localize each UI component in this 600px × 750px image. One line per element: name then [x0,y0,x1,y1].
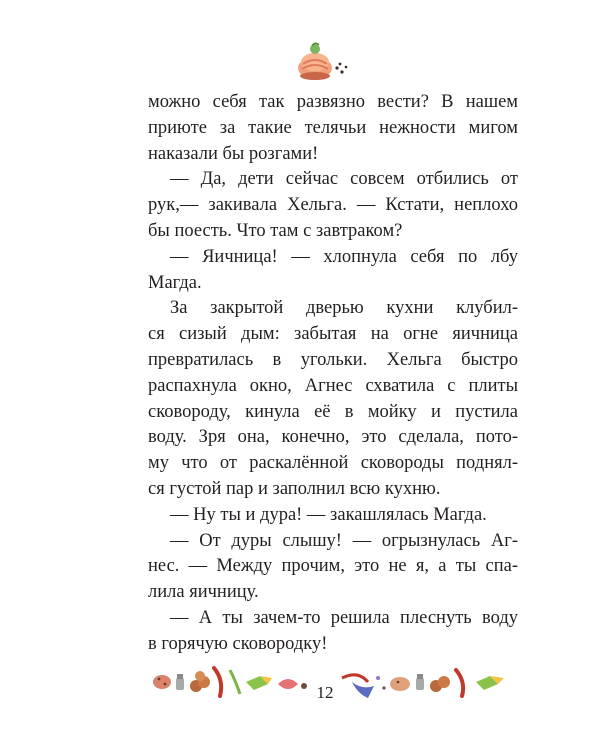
text-line: сковороду, кинула её в мойку и пустила [148,401,518,422]
text-line: приюте за такие телячьи нежности мигом [148,117,518,138]
text-line: превратилась в угольки. Хельга быстро [148,349,518,370]
text-line: воду. Зря она, конечно, это сделала, пото- [148,427,518,448]
main-text [148,90,518,658]
text-line: рук,— закивала Хельга. — Кстати, неплохо [148,195,518,216]
text-line: — От дуры слышу! — огрызнулась Аг- [170,530,518,551]
text-line: наказали бы розгами! [148,143,319,164]
paragraph [148,503,518,529]
text-line: му что от раскалённой сковороды поднял- [148,453,518,474]
text-line: Магда. [148,272,202,293]
text-line: нес. — Между прочим, это не я, а ты спа- [148,556,518,577]
text-line: можно себя так развязно вести? В нашем [148,92,518,112]
text-line: в горячую сковородку! [148,633,328,654]
cupcake-ornament-icon [285,38,363,84]
paragraph [148,90,518,167]
text-line: ся сизый дым: забытая на огне яичница [148,324,518,345]
text-line: бы поесть. Что там с завтраком? [148,220,403,241]
text-line: — Да, дети сейчас совсем отбились от [170,169,518,190]
page-number: 12 [316,683,334,702]
text-line: лила яичницу. [148,582,259,603]
paragraph [148,245,518,297]
text-line: — Ну ты и дура! — закашлялась Магда. [170,504,487,525]
paragraph [148,529,518,606]
text-line: распахнула окно, Агнес схватила с плиты [148,375,518,396]
paragraph [148,167,518,244]
text-line: За закрытой дверью кухни клубил- [170,298,518,319]
sweets-border-left-icon [150,660,312,704]
paragraph [148,296,518,502]
text-line: ся густой пар и заполнил всю кухню. [148,478,441,499]
text-line: — А ты зачем-то решила плеснуть воду [170,607,518,628]
paragraph [148,606,518,658]
sweets-border-right-icon [338,660,510,704]
text-line: — Яичница! — хлопнула себя по лбу [170,246,518,267]
